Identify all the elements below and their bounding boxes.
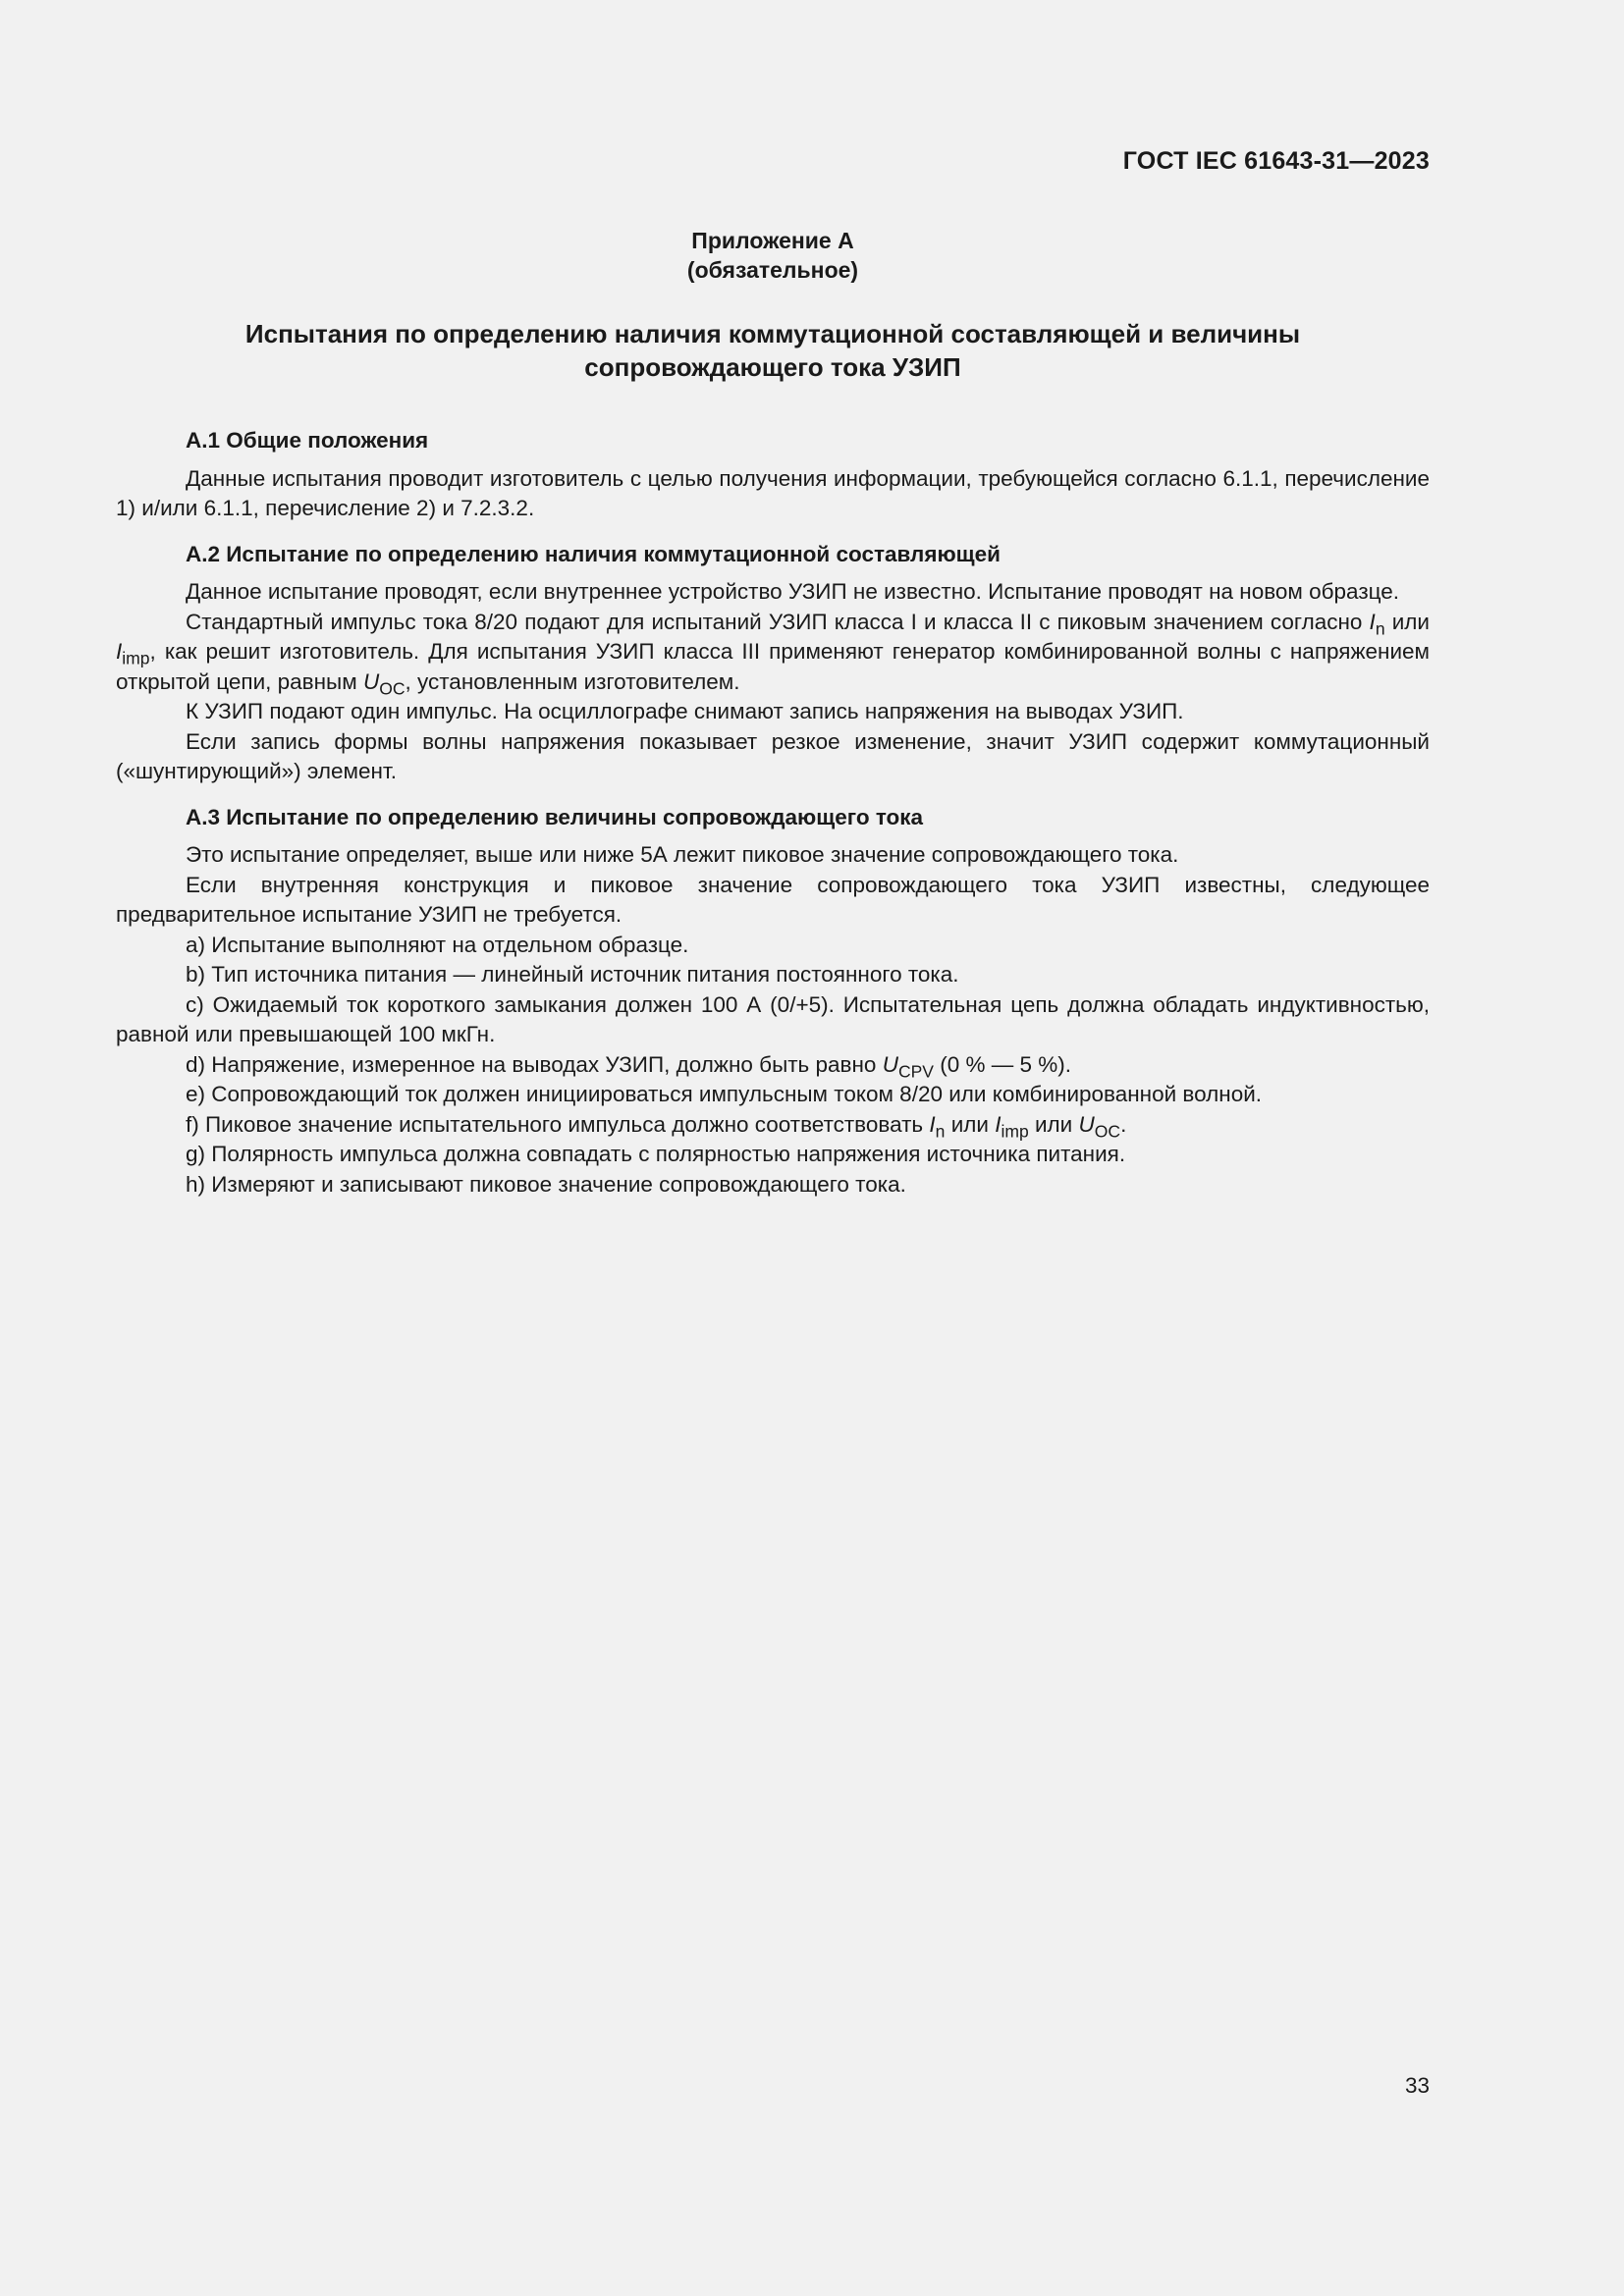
section-a2-paragraph-4: Если запись формы волны напряжения показывает резкое изменение, значит УЗИП содержит коммутационный («шунтирующий») элемент.	[116, 728, 1430, 783]
section-a2-paragraph-1: Данное испытание проводят, если внутреннее устройство УЗИП не известно. Испытание проводят на новом образце.	[186, 579, 1400, 604]
list-item-h: h) Измеряют и записывают пиковое значение сопровождающего тока.	[186, 1171, 906, 1197]
section-a3-paragraph-1: Это испытание определяет, выше или ниже 5А лежит пиковое значение сопровождающего тока.	[186, 842, 1179, 867]
list-item-d: d) Напряжение, измеренное на выводах УЗИП, должно быть равно $U_{CPV}$ (0 % — 5 %).	[186, 1051, 1072, 1081]
list-item-e: e) Сопровождающий ток должен инициироваться импульсным током 8/20 или комбинированной волной.	[186, 1082, 1263, 1106]
page-number: 33	[1404, 2073, 1430, 2098]
document-code: ГОСТ IEC 61643-31—2023	[1122, 147, 1430, 175]
list-item-g: g) Полярность импульса должна совпадать с полярностью напряжения источника питания.	[186, 1142, 1126, 1166]
annex-heading	[116, 226, 1430, 285]
section-a1-paragraph: Данные испытания проводит изготовитель с целью получения информации, требующейся согласно 6.1.1, перечисление 1) и/или 6.1.1, перечисление 2) и 7.2.3.2.	[116, 465, 1430, 520]
annex-title	[116, 317, 1430, 384]
section-a2-paragraph-3: К УЗИП подают один импульс. На осциллографе снимают запись напряжения на выводах УЗИП.	[186, 699, 1184, 723]
annex-title-line-2: сопровождающего тока УЗИП	[584, 352, 961, 382]
section-a1-title: А.1 Общие положения	[186, 428, 429, 453]
annex-title-line-1: Испытания по определению наличия коммутационной составляющей и величины	[244, 319, 1301, 348]
list-item-b: b) Тип источника питания — линейный источник питания постоянного тока.	[186, 962, 959, 987]
section-a3-title: А.3 Испытание по определению величины сопровождающего тока	[186, 804, 924, 829]
section-a3-paragraph-2: Если внутренняя конструкция и пиковое значение сопровождающего тока УЗИП известны, следующее предварительное испытание УЗИП не требуется.	[116, 872, 1430, 927]
list-item-c: c) Ожидаемый ток короткого замыкания должен 100 А (0/+5). Испытательная цепь должна обладать индуктивностью, равной или превышающей 100 мкГн.	[116, 991, 1430, 1046]
list-item-a: a) Испытание выполняют на отдельном образце.	[186, 932, 689, 957]
section-a2-paragraph-2: Стандартный импульс тока 8/20 подают для испытаний УЗИП класса I и класса II с пиковым значением согласно $I_n$ или $I_{imp}$, как решит изготовитель. Для испытания УЗИП класса III применяют генератор комбинированной волны с напряжением открытой цепи, равным $U_{OC}$, установленным изготовителем.	[116, 609, 1430, 698]
annex-label: Приложение А	[691, 228, 854, 253]
document-body	[116, 426, 1430, 1200]
list-item-f: f) Пиковое значение испытательного импульса должно соответствовать $I_n$ или $I_{imp}$ или $U_{OC}$.	[186, 1111, 1127, 1141]
annex-type: (обязательное)	[686, 257, 859, 283]
section-a2-title: А.2 Испытание по определению наличия коммутационной составляющей	[186, 541, 1001, 566]
